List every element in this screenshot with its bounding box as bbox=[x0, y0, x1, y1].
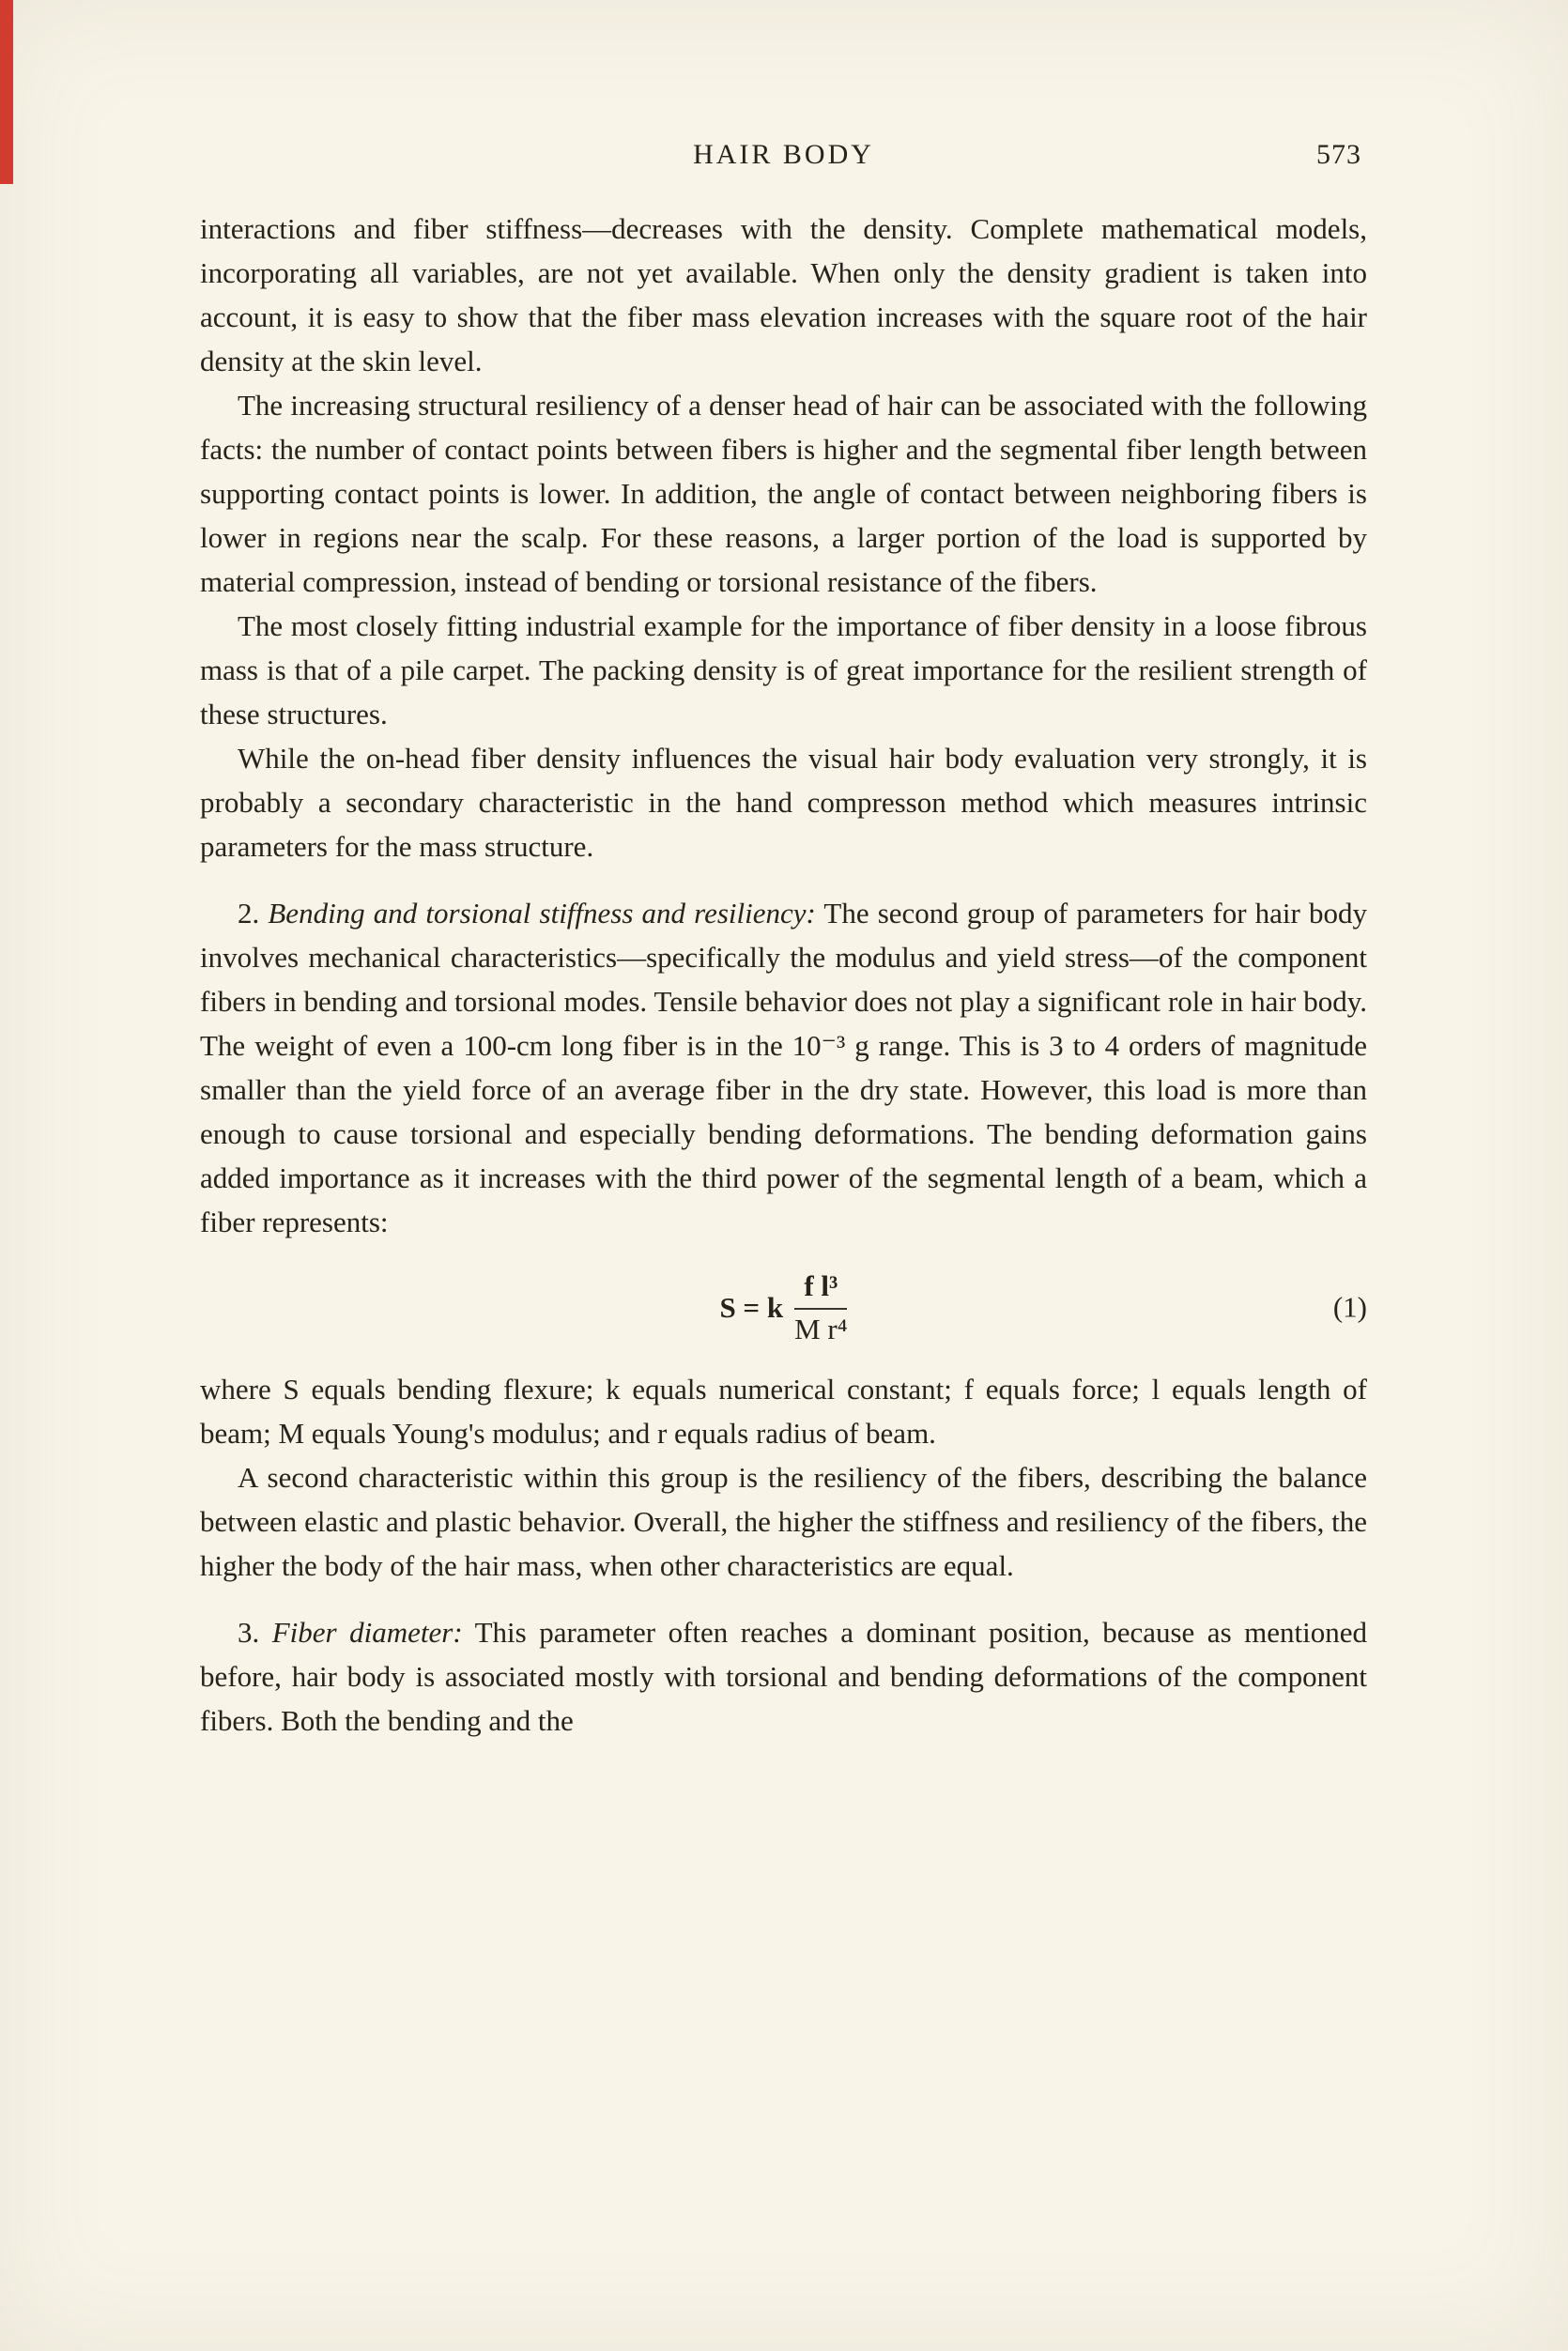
section-title: Bending and torsional stiffness and resiliency: bbox=[268, 897, 816, 930]
fraction bbox=[794, 1268, 847, 1348]
body-text bbox=[200, 207, 1367, 1743]
page-content bbox=[200, 139, 1367, 1743]
page-number: 573 bbox=[1316, 139, 1361, 170]
paragraph bbox=[200, 383, 1367, 604]
equation-lhs: S = k bbox=[719, 1290, 784, 1324]
paragraph-text: where S equals bending flexure; k equals numerical constant; f equals force; l equals length of beam; M equals Young's modulus; and r equals radius of beam. bbox=[200, 1372, 1367, 1450]
paragraph-text: The increasing structural resiliency of a denser head of hair can be associated with the following facts: the number of contact points between fibers is higher and the segmental fiber length between supporting contact points is lower. In addition, the angle of contact between neighboring fibers is lower in regions near the scalp. For these reasons, a larger portion of the load is supported by material compression, instead of bending or torsional resistance of the fibers. bbox=[200, 389, 1367, 598]
fraction-denominator: M r⁴ bbox=[794, 1312, 848, 1345]
red-edge-ribbon bbox=[0, 0, 13, 184]
equation-number: (1) bbox=[1332, 1290, 1367, 1324]
paragraph-text: The second group of parameters for hair body involves mechanical characteristics—specifically the modulus and yield stress—of the component fibers in bending and torsional modes. Tensile behavior does not play a significant role in hair body. The weight of even a 100-cm long fiber is in the 10⁻³ g range. This is 3 to 4 orders of magnitude smaller than the yield force of an average fiber in the dry state. However, this load is more than enough to cause torsional and especially bending deformations. The bending deformation gains added importance as it increases with the third power of the segmental length of a beam, which a fiber represents: bbox=[200, 897, 1367, 1238]
paragraph-text: The most closely fitting industrial example for the importance of fiber density in a loose fibrous mass is that of a pile carpet. The packing density is of great importance for the resilient strength of these structures. bbox=[200, 609, 1367, 730]
section-title: Fiber diameter: bbox=[271, 1615, 463, 1649]
paragraph bbox=[200, 207, 1367, 383]
paragraph bbox=[200, 1367, 1367, 1455]
section-number: 2. bbox=[238, 897, 260, 930]
paragraph-text: interactions and fiber stiffness—decreases with the density. Complete mathematical models, incorporating all variables, are not yet available. When only the density gradient is taken into account, it is easy to show that the fiber mass elevation increases with the square root of the hair density at the skin level. bbox=[200, 212, 1367, 377]
fraction-numerator: f l³ bbox=[794, 1268, 847, 1310]
paragraph bbox=[200, 891, 1367, 1244]
equation-block bbox=[200, 1268, 1367, 1348]
paragraph bbox=[200, 736, 1367, 868]
equation bbox=[200, 1268, 1367, 1348]
paragraph bbox=[200, 604, 1367, 736]
paragraph-text: This parameter often reaches a dominant position, because as mentioned before, hair body is associated mostly with torsional and bending deformations of the component fibers. Both the bending and the bbox=[200, 1615, 1367, 1737]
paragraph bbox=[200, 1455, 1367, 1588]
paragraph-text: A second characteristic within this group is the resiliency of the fibers, describing the balance between elastic and plastic behavior. Overall, the higher the stiffness and resiliency of the fibers, the higher the body of the hair mass, when other characteristics are equal. bbox=[200, 1460, 1367, 1582]
running-title: HAIR BODY bbox=[693, 139, 874, 170]
page-header bbox=[200, 139, 1367, 178]
paragraph bbox=[200, 1610, 1367, 1743]
paragraph-text: While the on-head fiber density influences the visual hair body evaluation very strongly, it is probably a secondary characteristic in the hand compresson method which measures intrinsic parameters for the mass structure. bbox=[200, 742, 1367, 863]
section-number: 3. bbox=[238, 1615, 260, 1649]
